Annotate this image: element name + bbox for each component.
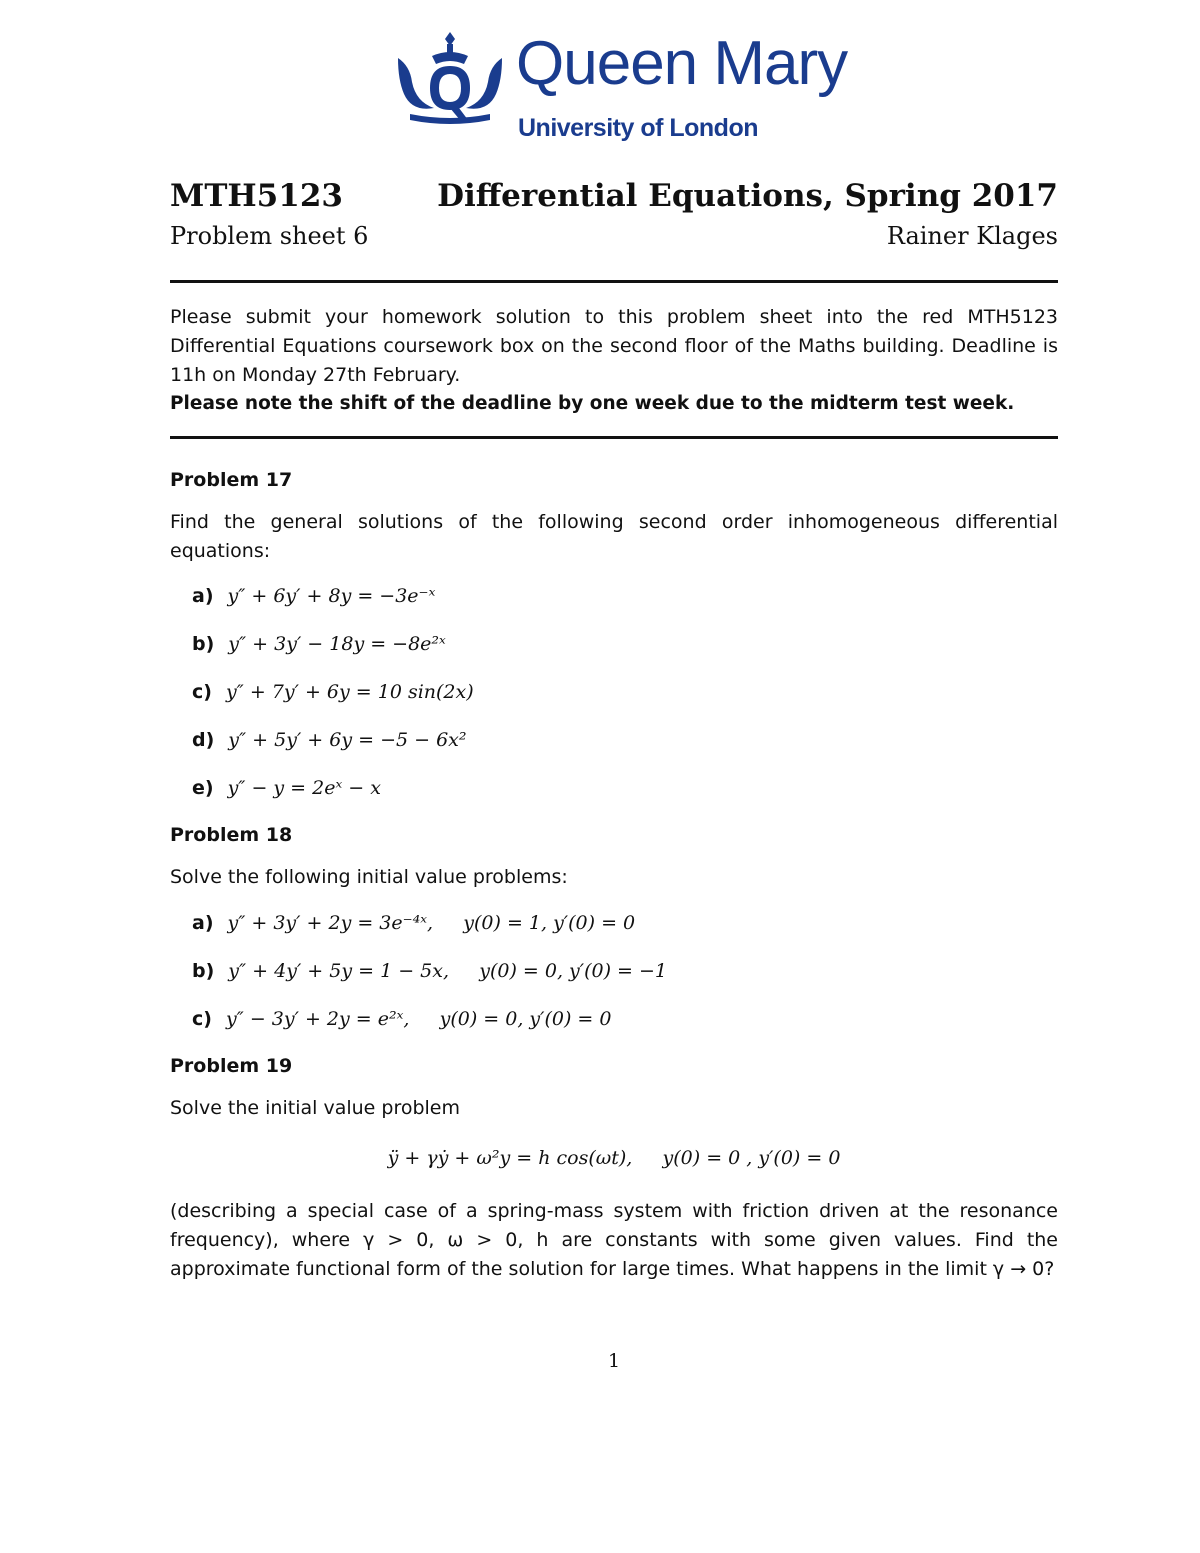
logo-subtitle: University of London: [518, 114, 758, 142]
problem-17-heading: Problem 17: [170, 469, 293, 491]
deadline-note: Please note the shift of the deadline by one week due to the midterm test week.: [170, 393, 1015, 414]
equation: c) y″ + 7y′ + 6y = 10 sin(2x): [192, 681, 474, 703]
logo-name: Queen Mary: [516, 29, 848, 98]
crest-icon: [390, 30, 510, 125]
course-title: Differential Equations, Spring 2017: [437, 178, 1058, 214]
equation: b) y″ + 4y′ + 5y = 1 − 5x, y(0) = 0, y′(0) = −1: [192, 960, 667, 982]
equation: c) y″ − 3y′ + 2y = e²ˣ, y(0) = 0, y′(0) = 0: [192, 1008, 612, 1030]
equation: e) y″ − y = 2eˣ − x: [192, 777, 381, 799]
equation: a) y″ + 6y′ + 8y = −3e⁻ˣ: [192, 585, 436, 607]
course-code: MTH5123: [170, 178, 343, 214]
author: Rainer Klages: [886, 222, 1058, 250]
problem-18-heading: Problem 18: [170, 824, 293, 846]
problem-18-text: Solve the following initial value problems:: [170, 866, 568, 888]
page-number: 1: [607, 1350, 621, 1372]
problem-19-text: Solve the initial value problem: [170, 1097, 461, 1119]
problem-19-text-2: (describing a special case of a spring-mass system with friction driven at the resonance frequency), where γ > 0, ω > 0, h are constants with some given values. Find the approximate functional form of the solution for large times. What happens in the limit γ → 0?: [170, 1200, 1058, 1280]
equation: d) y″ + 5y′ + 6y = −5 − 6x²: [192, 729, 467, 751]
university-logo: [390, 29, 848, 155]
equation: a) y″ + 3y′ + 2y = 3e⁻⁴ˣ, y(0) = 1, y′(0) = 0: [192, 912, 636, 934]
intro-text: Please submit your homework solution to this problem sheet into the red MTH5123 Differential Equations coursework box on the second floor of the Maths building. Deadline is 11h on Monday 27th February.: [170, 306, 1058, 386]
equation: b) y″ + 3y′ − 18y = −8e²ˣ: [192, 633, 446, 655]
problem-17-text: Find the general solutions of the following second order inhomogeneous differential equations:: [170, 511, 1058, 562]
problem-19-heading: Problem 19: [170, 1055, 293, 1077]
divider: [170, 436, 1058, 439]
display-equation: ÿ + γẏ + ω²y = h cos(ωt), y(0) = 0 , y′(0) = 0: [387, 1147, 841, 1169]
sheet-title: Problem sheet 6: [170, 222, 369, 250]
divider: [170, 280, 1058, 283]
